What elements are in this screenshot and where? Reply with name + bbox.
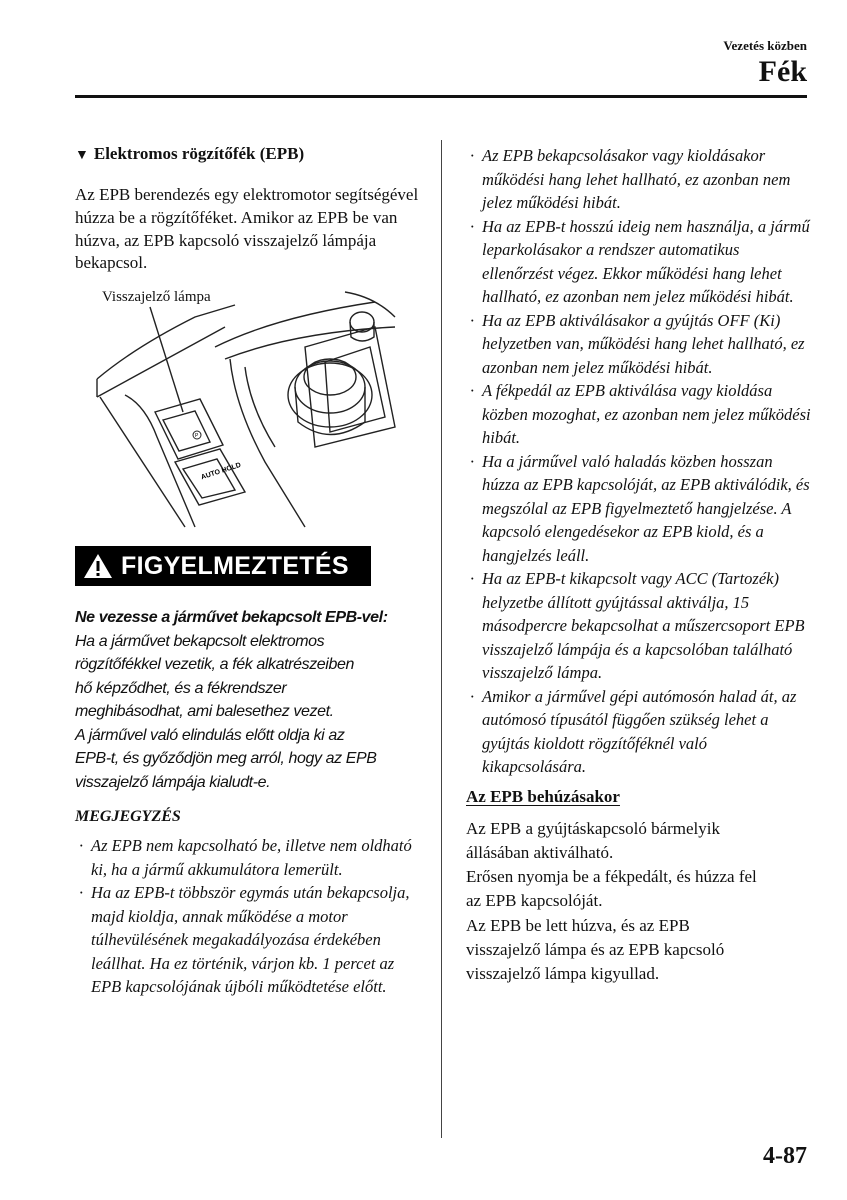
auto-hold-label: AUTO HOLD (200, 462, 242, 482)
section-heading (75, 144, 420, 164)
body-line: az EPB kapcsolóját. (466, 891, 603, 911)
body-line: visszajelző lámpa és az EPB kapcsoló (466, 939, 725, 959)
console-illustration (75, 287, 405, 532)
bullet-dot: · (79, 836, 84, 856)
bullet-dot: · (470, 569, 475, 588)
note-item (75, 834, 420, 881)
triangle-marker-icon: ▼ (75, 148, 89, 163)
warning-line: rögzítőfékkel vezetik, a fék alkatrészeiben (75, 656, 354, 674)
warning-banner (75, 546, 371, 586)
bullet-dot: · (79, 883, 84, 903)
note-text: Ha az EPB-t többször egymás után bekapcsolja, majd kioldja, annak működése a motor túlhevülésének megakadályozása érdekében leállhat. Ha ez történik, várjon kb. 1 percet az EPB kapcsolójának újbóli működtetése előtt. (91, 883, 410, 997)
note-item (466, 144, 811, 215)
note-text: Az EPB nem kapcsolható be, illetve nem oldható ki, ha a jármű akkumulátora lemerült. (91, 836, 412, 879)
body-line: Az EPB a gyújtáskapcsoló bármelyik (466, 818, 721, 838)
column-divider (441, 140, 442, 1138)
intro-paragraph: Az EPB berendezés egy elektromotor segítségével húzza be a rögzítőféket. Amikor az EPB be van húzva, az EPB kapcsoló visszajelző lámpája bekapcsol. (75, 185, 419, 273)
note-text: Az EPB bekapcsolásakor vagy kioldásakor működési hang lehet hallható, ez azonban nem jelez működési hibát. (482, 146, 791, 212)
note-item (466, 215, 811, 309)
note-text: Ha az EPB-t hosszú ideig nem használja, a jármű leparkolásakor a rendszer automatikus ellenőrzést végez. Ekkor működési hang lehet hallható, ez azonban nem jelez működési hibát. (482, 216, 810, 306)
bullet-dot: · (470, 686, 475, 706)
note-list-continued (466, 144, 811, 779)
warning-title: FIGYELMEZTETÉS (121, 551, 349, 580)
warning-line: meghibásodhat, ami balesethez vezet. (75, 703, 334, 721)
subsection-body (466, 817, 811, 987)
page-number: 4-87 (763, 1143, 807, 1169)
subsection-heading: Az EPB behúzásakor (466, 786, 620, 806)
warning-triangle-icon (83, 552, 113, 580)
body-line: visszajelző lámpa kigyullad. (466, 964, 660, 984)
body-line: Erősen nyomja be a fékpedált, és húzza fel (466, 867, 757, 887)
warning-heading: Ne vezesse a járművet bekapcsolt EPB-vel: (75, 609, 388, 627)
warning-line: hő képződhet, és a fékrendszer (75, 679, 287, 697)
note-title: MEGJEGYZÉS (75, 808, 181, 826)
note-text: Ha az EPB aktiválásakor a gyújtás OFF (Ki) helyzetben van, működési hang lehet hallható, ez azonban nem jelez működési hibát. (482, 310, 805, 377)
warning-line: visszajelző lámpája kialudt-e. (75, 773, 271, 791)
body-line: állásában aktiválható. (466, 842, 614, 862)
warning-line: Ha a járművet bekapcsolt elektromos (75, 632, 325, 650)
page-title: Fék (758, 55, 807, 88)
warning-line: EPB-t, és győződjön meg arról, hogy az EPB (75, 750, 377, 768)
svg-text:P: P (195, 433, 199, 440)
figure-callout-label: Visszajelző lámpa (102, 289, 211, 306)
epb-switch-figure (75, 287, 405, 532)
note-item (466, 685, 811, 779)
note-item (75, 881, 420, 999)
header-section: Vezetés közben (723, 38, 807, 53)
note-text: A fékpedál az EPB aktiválása vagy kioldása közben mozoghat, ez azonban nem jelez működési hibát. (482, 381, 811, 447)
warning-body (75, 606, 420, 794)
bullet-dot: · (470, 381, 475, 400)
bullet-dot: · (470, 451, 475, 471)
body-line: Az EPB be lett húzva, és az EPB (466, 915, 690, 935)
bullet-dot: · (470, 146, 475, 165)
note-text: Ha a járművel való haladás közben hosszan húzza az EPB kapcsolóját, az EPB aktiválódik, és megszólal az EPB figyelmeztető hangjelzése. A kapcsoló elengedésekor az EPB kiold, és a hangjelzés leáll. (482, 451, 810, 565)
note-text: Ha az EPB-t kikapcsolt vagy ACC (Tartozék) helyzetbe állított gyújtással aktiválja, 15 másodpercre bekapcsolhat a műszercsoport EPB visszajelző lámpája és a kapcsolóban található visszajelző lámpa. (482, 569, 805, 682)
header-rule (75, 95, 807, 98)
bullet-dot: · (470, 310, 475, 330)
note-item (466, 309, 811, 380)
warning-line: A járművel való elindulás előtt oldja ki az (75, 726, 345, 744)
left-column (75, 144, 420, 999)
note-list (75, 834, 420, 999)
bullet-dot: · (470, 216, 475, 236)
right-column (466, 144, 811, 987)
section-heading-text: Elektromos rögzítőfék (EPB) (93, 144, 305, 163)
note-item (466, 379, 811, 450)
note-item (466, 450, 811, 568)
note-text: Amikor a járművel gépi autómosón halad át, az autómosó típusától függően szükség lehet a gyújtás kioldott rögzítőféknél való kikapcsolására. (482, 686, 797, 776)
note-item (466, 567, 811, 685)
